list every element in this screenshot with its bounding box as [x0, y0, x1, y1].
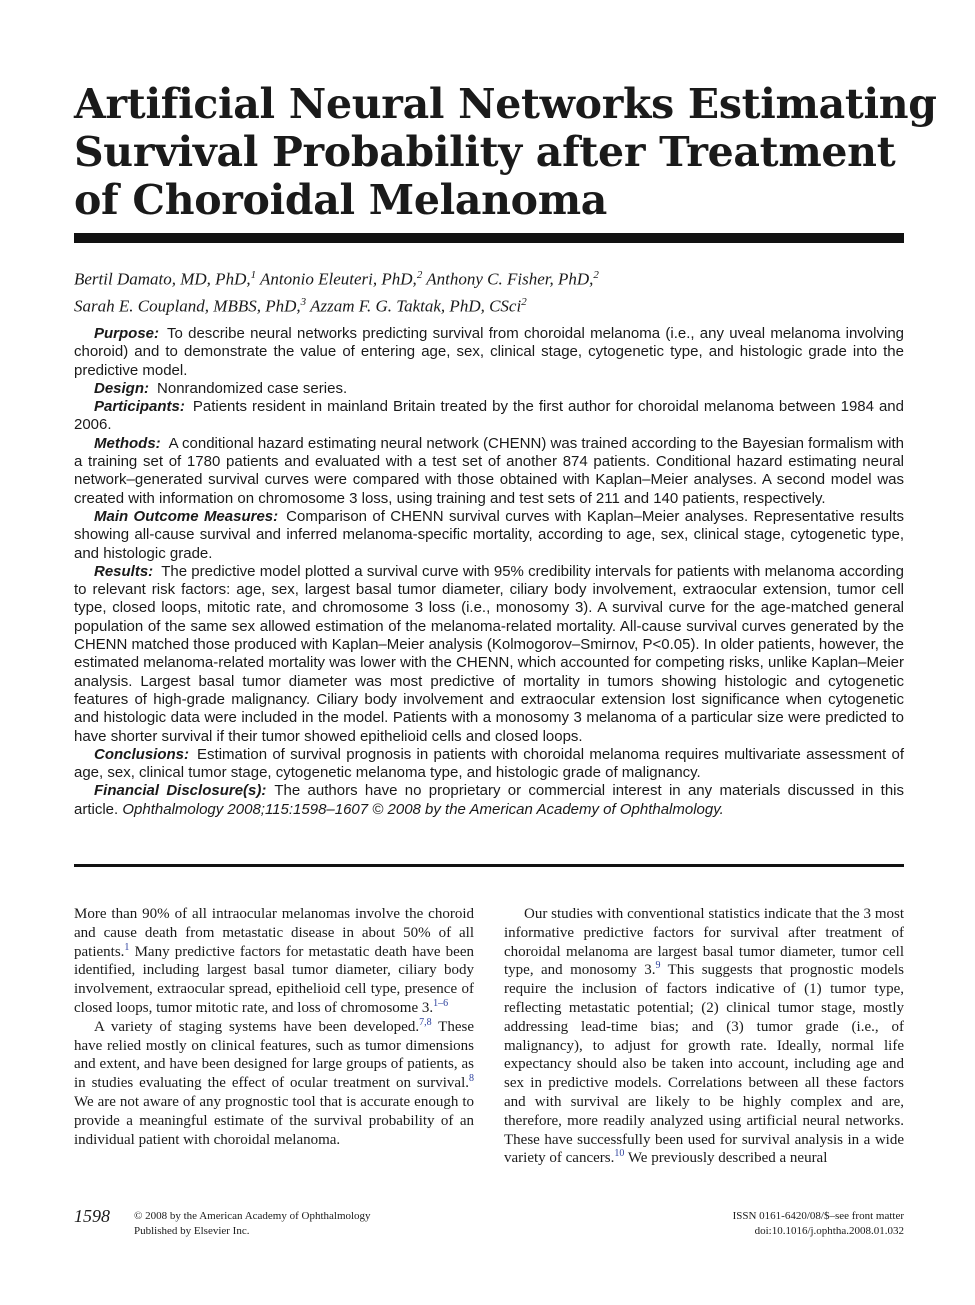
author-list: [74, 264, 904, 317]
section-label: Purpose:: [94, 325, 160, 342]
body-paragraph: [504, 905, 904, 1168]
footer-copyright: [134, 1209, 371, 1239]
author-affiliation: 2: [416, 269, 423, 281]
section-text: Nonrandomized case series.: [157, 379, 348, 397]
section-text: Estimation of survival prognosis in patients with choroidal melanoma requires multivariate assessment of age, sex, clinical tumor stage, cytogenetic melanoma type, and histologic grade of malignancy.: [74, 745, 904, 782]
journal-citation: Ophthalmology 2008;115:1598–1607 © 2008 by the American Academy of Ophthalmology.: [122, 800, 724, 818]
body-text: Many predictive factors for metastatic death have been identified, including largest basal tumor diameter, ciliary body involvement, extraocular spread, epithelioid cell type, presence of closed loops, tumor mitotic rate, and loss of chromosome 3.: [74, 943, 474, 1016]
title-line-1: Artificial Neural Networks Estimating: [74, 80, 937, 128]
author-affiliation: 1: [250, 269, 257, 281]
abstract-results: [74, 563, 904, 746]
section-text: A conditional hazard estimating neural network (CHENN) was trained according to the Bayesian formalism with a training set of 1780 patients and evaluated with a test set of another 874 patients. Conditional hazard estimating neural network–generated survival curves were compared with those obtained with Kaplan–Meier analyses. A second model was created with information on chromosome 3 loss, using training and test sets of 211 and 140 patients, respectively.: [74, 434, 905, 507]
section-text: Patients resident in mainland Britain treated by the first author for choroidal melanoma between 1984 and 2006.: [74, 398, 904, 434]
section-text: Comparison of CHENN survival curves with Kaplan–Meier analyses. Representative results showing all-cause survival and inferred melanoma-specific mortality, according to age, sex, clinical stage, cytogenetic type, and histologic grade.: [74, 507, 905, 562]
abstract-purpose: [74, 325, 904, 380]
section-label: Results:: [94, 562, 154, 580]
section-label: Financial Disclosure(s):: [94, 782, 267, 800]
body-text: This suggests that prognostic models require the inclusion of factors indicative of (1) tumor type, reflecting metastatic potential; (2) clinical tumor stage, mostly addressing lead-time bias; and (3) tumor grade (i.e., of malignancy), to adjust for growth rate. Ideally, normal life expectancy should also be taken into account, including age and sex in predictive models. Correlations between all these factors and with survival are likely to be highly complex and are, therefore, more readily analyzed using artificial neural networks. These have successfully been used for survival analysis in a wide variety of cancers.: [504, 962, 904, 1167]
section-label: Conclusions:: [94, 745, 190, 763]
body-text: We previously described a neural: [624, 1150, 828, 1167]
body-paragraph: [74, 1018, 474, 1150]
title-line-3: of Choroidal Melanoma: [74, 176, 608, 224]
section-text: The predictive model plotted a survival curve with 95% credibility intervals for patients with melanoma according to relevant risk factors: age, sex, largest basal tumor diameter, ciliary body involvement, extraocular extension, tumor cell type, closed loops, mitotic rate, and chromosome 3 loss (i.e., monosomy 3). A survival curve for the age-matched general population of the same sex allowed estimation of the melanoma-related mortality. All-cause survival curves generated by the CHENN matched those produced with Kaplan–Meier analysis (Kolmogorov–Smirnov, P<0.05). In older patients, however, the estimated melanoma-related mortality was lower with the CHENN, which accounted for competing risks, unlike Kaplan–Meier analysis. Largest basal tumor diameter was most predictive of mortality in tumors showing histologic and cytogenetic features of high-grade malignancy. Ciliary body involvement and extraocular extension lost significance when cytogenetic and histologic data were included in the model. Patients with a monosomy 3 melanoma of a particular size were predicted to have shorter survival if their tumor showed epithelioid cells and closed loops.: [74, 562, 904, 745]
abstract-participants: [74, 398, 904, 435]
body-column-right: [504, 905, 904, 1168]
author-affiliation: 2: [593, 269, 599, 281]
title-line-2: Survival Probability after Treatment: [74, 128, 896, 176]
reference-link[interactable]: 7,8: [419, 1016, 432, 1028]
abstract-divider: [74, 864, 904, 867]
author-name: Azzam F. G. Taktak, PhD, CSci: [310, 296, 522, 316]
body-text: A variety of staging systems have been developed.: [94, 1018, 420, 1035]
abstract-outcome-measures: [74, 508, 904, 563]
page-number: 1598: [74, 1206, 110, 1226]
doi-line: doi:10.1016/j.ophtha.2008.01.032: [754, 1225, 904, 1237]
section-text: To describe neural networks predicting survival from choroidal melanoma (i.e., any uveal melanoma involving choroid) and to demonstrate the value of entering age, sex, clinical stage, cytogenetic type, and histologic grade into the predictive model.: [74, 325, 904, 379]
section-label: Design:: [94, 379, 150, 397]
title-divider: [74, 233, 904, 243]
author-name: Bertil Damato, MD, PhD,: [74, 269, 251, 289]
body-text: We are not aware of any prognostic tool that is accurate enough to provide a meaningful estimate of the survival probability of an individual patient with choroidal melanoma.: [74, 1093, 474, 1148]
section-label: Main Outcome Measures:: [94, 507, 279, 525]
abstract-conclusions: [74, 746, 904, 783]
footer-identifiers: [604, 1209, 904, 1239]
author-name: Antonio Eleuteri, PhD,: [260, 269, 417, 289]
body-text: Our studies with conventional statistics indicate that the 3 most informative predictive factors for survival after treatment of choroidal melanoma are largest basal tumor diameter, tumor cell type, and monosomy 3.: [504, 906, 904, 979]
section-label: Methods:: [94, 434, 161, 452]
reference-link[interactable]: 10: [614, 1148, 625, 1160]
reference-link[interactable]: 8: [469, 1073, 474, 1085]
author-line-1: [74, 264, 904, 291]
section-text: The authors have no proprietary or commercial interest in any materials discussed in this article.: [74, 782, 904, 818]
section-label: Participants:: [94, 398, 185, 416]
body-paragraph: [74, 905, 474, 1018]
publisher-line: Published by Elsevier Inc.: [134, 1225, 250, 1237]
body-column-left: [74, 905, 474, 1149]
body-text: More than 90% of all intraocular melanomas involve the choroid and cause death from metastatic disease in about 50% of all patients.: [74, 906, 474, 960]
abstract: [74, 325, 904, 819]
reference-link[interactable]: 1–6: [433, 997, 449, 1009]
author-line-2: [74, 291, 904, 318]
article-title: [74, 80, 937, 224]
reference-link[interactable]: 9: [655, 960, 661, 972]
author-affiliation: 3: [300, 295, 307, 308]
body-text: These have relied mostly on clinical features, such as tumor dimensions and extent, and have been designed for large groups of patients, as in studies evaluating the effect of ocular treatment on survival.: [74, 1018, 474, 1092]
abstract-financial-disclosure: [74, 782, 904, 819]
abstract-design: [74, 380, 904, 398]
author-name: Sarah E. Coupland, MBBS, PhD,: [74, 296, 301, 316]
issn-line: ISSN 0161-6420/08/$–see front matter: [732, 1210, 904, 1222]
abstract-methods: [74, 435, 904, 508]
copyright-line: © 2008 by the American Academy of Ophthalmology: [134, 1210, 371, 1222]
author-affiliation: 2: [521, 295, 527, 308]
reference-link[interactable]: 1: [124, 941, 130, 953]
author-name: Anthony C. Fisher, PhD,: [426, 269, 594, 289]
